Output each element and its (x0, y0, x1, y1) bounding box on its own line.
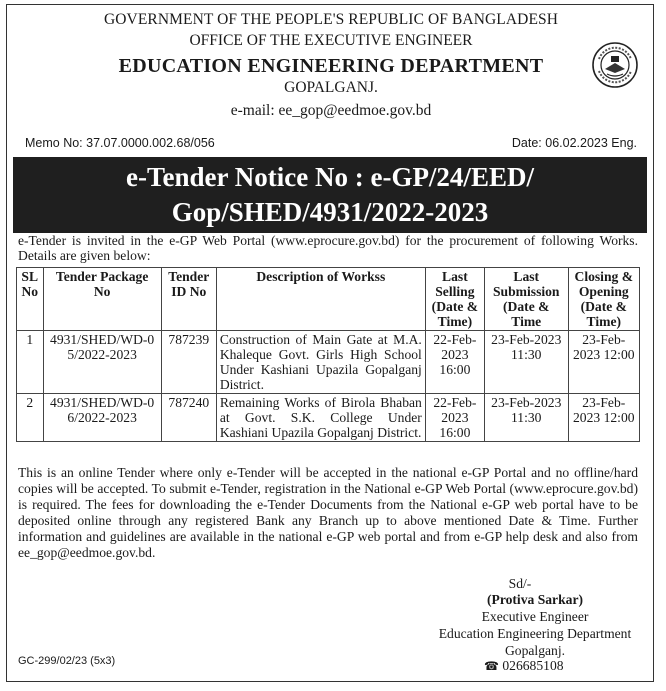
row-selling: 22-Feb-2023 16:00 (425, 394, 484, 442)
row-package: 4931/SHED/WD-06/2022-2023 (43, 394, 161, 442)
header-sl: SL No (17, 268, 44, 331)
header-description: Description of Workss (216, 268, 425, 331)
banner-line-1: e-Tender Notice No : e-GP/24/EED/ (126, 162, 534, 192)
city-heading: GOPALGANJ. (284, 79, 378, 96)
row-description: Construction of Main Gate at M.A. Khaleque Govt. Girls High School Under Kashiani Upazila Gopalganj District. (216, 331, 425, 394)
signatory-title: Executive Engineer (481, 609, 589, 624)
row-submission: 23-Feb-2023 11:30 (484, 394, 568, 442)
terms-paragraph: This is an online Tender where only e-Tender will be accepted in the national e-GP Portal and no offline/hard copies will be accepted. To submit e-Tender, registration in the National e-GP Web Portal (www.eprocure.gov.bd) is required. The fees for downloading the e-Tender Documents from the National e-GP web portal have to be deposited online through any registered Bank any Branch up to above mentioned Date & Time. Further information and guidelines are available in the national e-GP web portal and from e-GP help desk and also from ee_gop@eedmoe.gov.bd. (18, 465, 638, 560)
header-tender-id: Tender ID No (161, 268, 216, 331)
row-package: 4931/SHED/WD-05/2022-2023 (43, 331, 161, 394)
table-row (17, 394, 640, 442)
row-description: Remaining Works of Birola Bhaban at Govt. S.K. College Under Kashiani Upazila Gopalganj District. (216, 394, 425, 442)
department-logo-icon (591, 41, 639, 89)
signature-block (420, 591, 650, 659)
row-submission: 23-Feb-2023 11:30 (484, 331, 568, 394)
header-package: Tender Package No (43, 268, 161, 331)
telephone-icon: ☎ (484, 659, 499, 673)
department-heading: EDUCATION ENGINEERING DEPARTMENT (118, 55, 544, 77)
header-closing: Closing & Opening (Date & Time) (568, 268, 639, 331)
government-heading: GOVERNMENT OF THE PEOPLE'S REPUBLIC OF BANGLADESH (103, 11, 559, 28)
notice-date: Date: 06.02.2023 Eng. (511, 136, 637, 150)
memo-number: Memo No: 37.07.0000.002.68/056 (25, 136, 215, 150)
header-selling: Last Selling (Date & Time) (425, 268, 484, 331)
row-tender-id: 787239 (161, 331, 216, 394)
email-line: e-mail: ee_gop@eedmoe.gov.bd (230, 102, 432, 119)
intro-paragraph: e-Tender is invited in the e-GP Web Portal (www.eprocure.gov.bd) for the procurement of following Works. Details are given below: (18, 233, 638, 263)
signatory-department: Education Engineering Department (438, 626, 632, 641)
office-heading: OFFICE OF THE EXECUTIVE ENGINEER (189, 32, 473, 49)
row-closing: 23-Feb-2023 12:00 (568, 394, 639, 442)
tender-notice-banner (13, 157, 647, 233)
phone-line (484, 658, 564, 674)
signature-mark: Sd/- (508, 576, 532, 591)
table-header-row (17, 268, 640, 331)
publication-code: GC-299/02/23 (5x3) (18, 655, 116, 667)
tender-table (16, 267, 640, 442)
banner-line-2: Gop/SHED/4931/2022-2023 (171, 197, 489, 227)
signatory-city: Gopalganj. (504, 643, 566, 658)
phone-number: 026685108 (502, 658, 564, 673)
row-tender-id: 787240 (161, 394, 216, 442)
row-sl: 2 (17, 394, 44, 442)
table-row (17, 331, 640, 394)
row-closing: 23-Feb-2023 12:00 (568, 331, 639, 394)
signatory-name: (Protiva Sarkar) (486, 592, 584, 607)
header-submission: Last Submission (Date & Time (484, 268, 568, 331)
row-sl: 1 (17, 331, 44, 394)
row-selling: 22-Feb-2023 16:00 (425, 331, 484, 394)
